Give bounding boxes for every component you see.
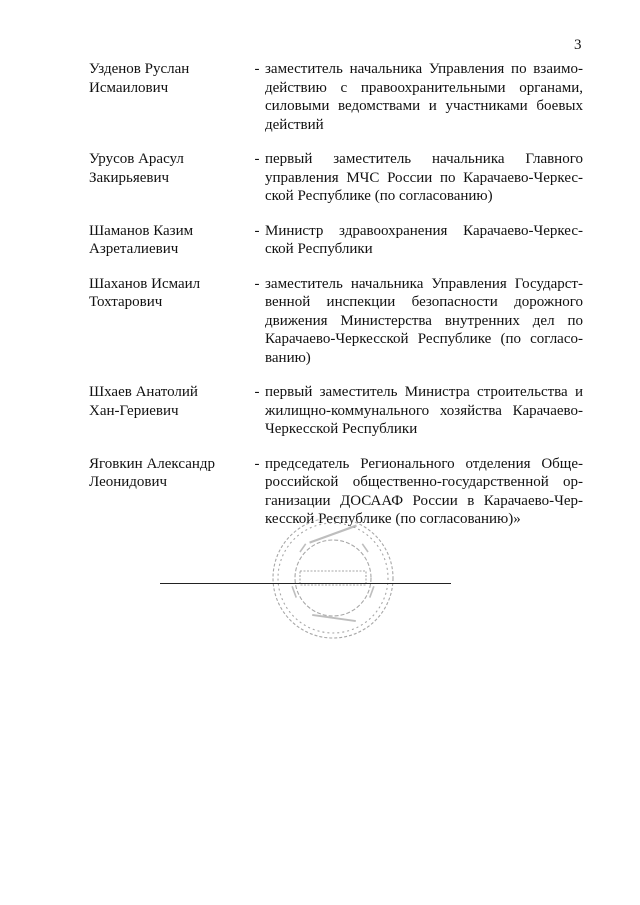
member-list: [0, 60, 640, 529]
signature-line: [160, 583, 451, 584]
member-position: [265, 275, 583, 368]
position-line: действию с правоохранительными органами,: [265, 79, 583, 96]
position-line: ганизации ДОСААФ России в Карачаево-Чер-: [265, 492, 583, 509]
member-patronymic-line: Хан-Гериевич: [89, 402, 179, 419]
position-line: первый заместитель Министра строительства и: [265, 384, 583, 400]
member-surname-line: Шаманов Казим: [89, 222, 194, 239]
separator-dash: -: [254, 151, 260, 167]
member-patronymic-line: Закирьяевич: [89, 169, 170, 186]
member-position: [265, 222, 583, 259]
position-line: ской Республики: [265, 241, 373, 257]
position-line: Министр здравоохранения Карачаево-Черкес-: [265, 222, 583, 239]
position-line: силовыми ведомствами и участниками боевых: [265, 98, 583, 114]
page-number: 3: [574, 37, 582, 53]
member-entry: [0, 60, 640, 134]
separator-dash: -: [254, 61, 260, 77]
position-line: председатель Регионального отделения Обще-: [265, 455, 583, 472]
separator-dash: -: [254, 455, 260, 472]
position-line: управления МЧС России по Карачаево-Черкес-: [265, 169, 583, 186]
member-surname-line: Шхаев Анатолий: [89, 384, 198, 400]
position-line: ской Республике (по согласованию): [265, 188, 493, 204]
member-position: [265, 150, 583, 206]
member-surname-line: Урусов Арасул: [89, 151, 184, 167]
member-name: [89, 455, 251, 529]
position-line: заместитель начальника Управления по взаимо-: [265, 61, 583, 77]
member-position: [265, 60, 583, 134]
member-name: [89, 150, 251, 206]
member-surname-line: Шаханов Исмаил: [89, 275, 201, 292]
official-stamp: [268, 513, 398, 643]
member-name: [89, 222, 251, 259]
member-name: [89, 60, 251, 134]
position-line: Черкесской Республики: [265, 421, 418, 437]
member-entry: [0, 383, 640, 439]
position-line: российской общественно-государственной ор-: [265, 474, 583, 490]
member-surname-line: Яговкин Александр: [89, 455, 216, 472]
member-name: [89, 383, 251, 439]
separator-dash: -: [254, 222, 260, 239]
member-surname-line: Узденов Руслан: [89, 61, 190, 77]
member-patronymic-line: Исмаилович: [89, 79, 169, 96]
separator-dash: -: [254, 384, 260, 400]
member-name: [89, 275, 251, 368]
position-line: кесской Республике (по согласованию)»: [265, 511, 521, 527]
member-position: [265, 383, 583, 439]
position-line: действий: [265, 116, 324, 133]
member-entry: [0, 150, 640, 206]
separator-dash: -: [254, 275, 260, 292]
position-line: Карачаево-Черкесской Республике (по согласо-: [265, 331, 583, 347]
member-entry: [0, 275, 640, 368]
position-line: жилищно-коммунального хозяйства Карачаево-: [265, 402, 583, 419]
member-entry: [0, 222, 640, 259]
member-patronymic-line: Тохтарович: [89, 294, 163, 310]
member-patronymic-line: Азреталиевич: [89, 241, 179, 257]
position-line: заместитель начальника Управления Государст-: [265, 275, 583, 292]
position-line: ванию): [265, 349, 311, 366]
position-line: первый заместитель начальника Главного: [265, 151, 583, 167]
position-line: венной инспекции безопасности дорожного: [265, 294, 583, 310]
position-line: движения Министерства внутренних дел по: [265, 312, 583, 329]
member-patronymic-line: Леонидович: [89, 474, 168, 490]
